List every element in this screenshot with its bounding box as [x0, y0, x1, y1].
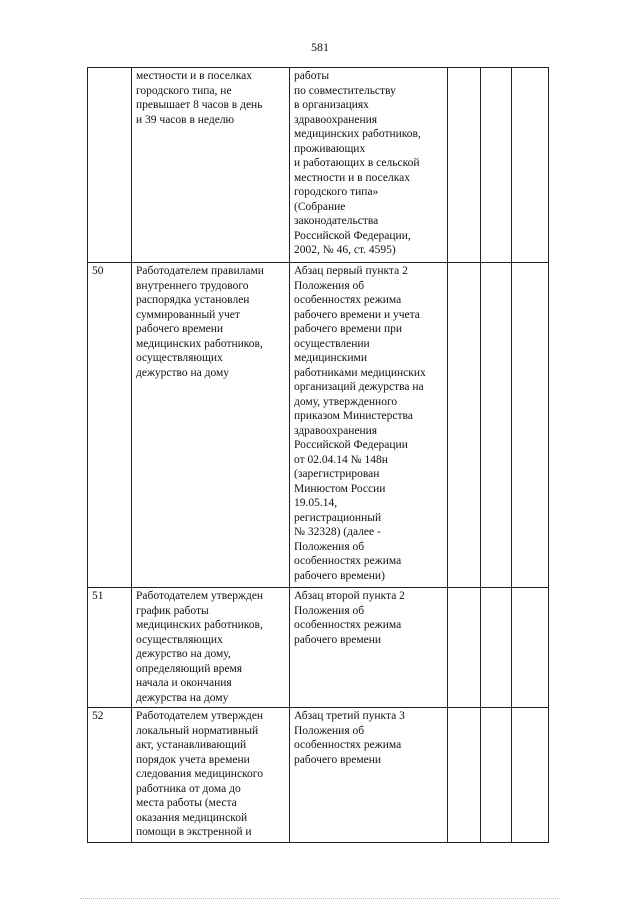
row-number: [88, 588, 132, 708]
table-row: [88, 588, 549, 708]
requirement-cell-text: Работодателем утвержден график работы медицинских работников, осуществляющих дежурство на дому, определяющий время начала и окончания дежурства на дому: [136, 590, 264, 704]
requirement-cell-text: Работодателем утвержден локальный нормативный акт, устанавливающий порядок учета времени следования медицинского работника от дома до места работы (места оказания медицинской помощи в экстренной и: [136, 710, 264, 838]
requirement-cell: [132, 588, 290, 708]
answer-yes-cell: [448, 263, 481, 588]
row-number-text: 52: [92, 710, 104, 722]
reference-cell-text: Абзац третий пункта 3 Положения об особенностях режима рабочего времени: [294, 710, 405, 766]
answer-yes-cell: [448, 68, 481, 263]
page-number: 581: [311, 40, 329, 54]
reference-cell: [290, 263, 448, 588]
answer-na-cell: [512, 588, 549, 708]
reference-cell-text: Абзац первый пункта 2 Положения об особенностях режима рабочего времени и учета рабочего времени при осуществлении медицинскими работниками медицинских организаций дежурства на дому, утвержденного приказом Министерства здравоохранения Российской Федерации от 02.04.14 № 148н (зарегистрирован Минюстом России 19.05.14, регистрационный № 32328) (далее - Положения об особенностях режима рабочего времени): [294, 265, 426, 582]
answer-na-cell: [512, 263, 549, 588]
row-number: [88, 263, 132, 588]
answer-yes-cell: [448, 588, 481, 708]
requirement-cell-text: Работодателем правилами внутреннего трудового распорядка установлен суммированный учет рабочего времени медицинских работников, осуществляющих дежурство на дому: [136, 265, 264, 379]
requirement-cell: [132, 263, 290, 588]
requirement-cell-text: местности и в поселках городского типа, не превышает 8 часов в день и 39 часов в неделю: [136, 70, 263, 126]
row-number-text: 51: [92, 590, 104, 602]
reference-cell-text: Абзац второй пункта 2 Положения об особенностях режима рабочего времени: [294, 590, 405, 646]
answer-no-cell: [481, 588, 512, 708]
answer-no-cell: [481, 263, 512, 588]
answer-no-cell: [481, 708, 512, 843]
checklist-table: [87, 67, 549, 843]
table-row: [88, 68, 549, 263]
requirement-cell: [132, 68, 290, 263]
table-row: [88, 708, 549, 843]
answer-na-cell: [512, 68, 549, 263]
answer-na-cell: [512, 708, 549, 843]
row-number: [88, 708, 132, 843]
requirement-cell: [132, 708, 290, 843]
table-row: [88, 263, 549, 588]
row-number-text: 50: [92, 265, 104, 277]
reference-cell: [290, 68, 448, 263]
row-number: [88, 68, 132, 263]
page-bottom-edge: [80, 898, 560, 900]
reference-cell: [290, 588, 448, 708]
answer-yes-cell: [448, 708, 481, 843]
reference-cell-text: работы по совместительству в организациях здравоохранения медицинских работников, проживающих и работающих в сельской местности и в поселках городского типа» (Собрание законодательства Российской Федерации, 2002, № 46, ст. 4595): [294, 70, 421, 256]
answer-no-cell: [481, 68, 512, 263]
reference-cell: [290, 708, 448, 843]
